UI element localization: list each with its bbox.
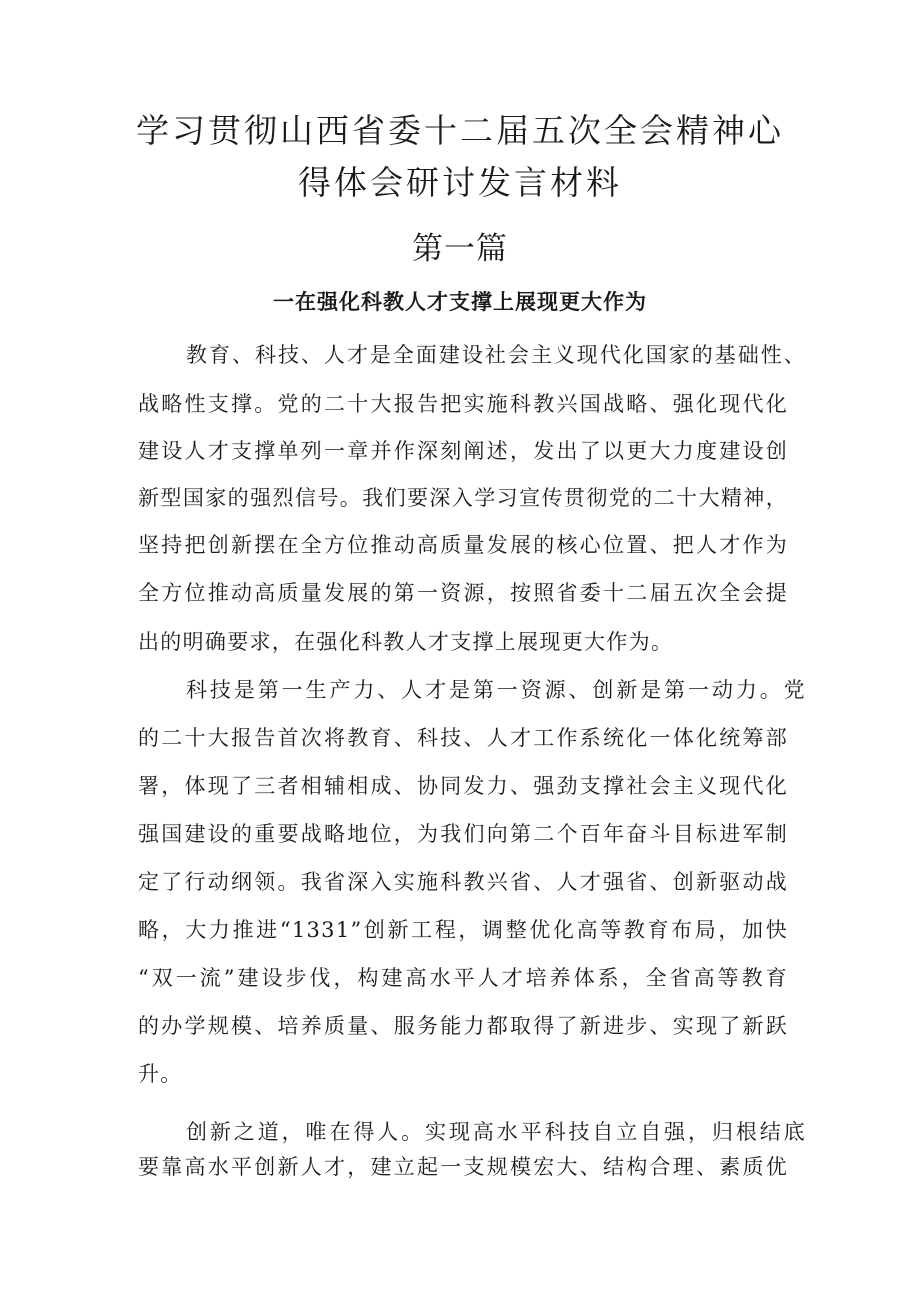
body-text-line: 坚持把创新摆在全方位推动高质量发展的核心位置、把人才作为 xyxy=(138,533,788,557)
document-title-line-2: 得体会研讨发言材料 xyxy=(298,163,622,202)
body-text-line: 要靠高水平创新人才，建立起一支规模宏大、结构合理、素质优 xyxy=(138,1155,788,1179)
body-text-line: 定了行动纲领。我省深入实施科教兴省、人才强省、创新驱动战 xyxy=(138,870,788,894)
body-text-line: “双一流”建设步伐，构建高水平人才培养体系，全省高等教育 xyxy=(138,966,788,990)
body-text-line: 创新之道，唯在得人。实现高水平科技自立自强，归根结底 xyxy=(186,1120,806,1144)
body-text-line: 教育、科技、人才是全面建设社会主义现代化国家的基础性、 xyxy=(186,343,806,367)
body-text-line: 强国建设的重要战略地位，为我们向第二个百年奋斗目标进军制 xyxy=(138,822,788,846)
body-text-line: 出的明确要求，在强化科教人才支撑上展现更大作为。 xyxy=(138,630,674,654)
body-text-line: 略，大力推进“1331”创新工程，调整优化高等教育布局，加快 xyxy=(138,918,788,942)
chapter-heading: 第一篇 xyxy=(412,231,508,267)
body-text-line: 升。 xyxy=(138,1062,183,1086)
document-title-line-1: 学习贯彻山西省委十二届五次全会精神心 xyxy=(136,111,784,150)
body-text-line: 的二十大报告首次将教育、科技、人才工作系统化一体化统筹部 xyxy=(138,726,788,750)
section-subtitle: 一在强化科教人才支撑上展现更大作为 xyxy=(273,290,647,314)
body-text-line: 全方位推动高质量发展的第一资源，按照省委十二届五次全会提 xyxy=(138,581,788,605)
body-text-line: 科技是第一生产力、人才是第一资源、创新是第一动力。党 xyxy=(186,678,806,702)
body-text-line: 的办学规模、培养质量、服务能力都取得了新进步、实现了新跃 xyxy=(138,1014,788,1038)
body-text-line: 战略性支撑。党的二十大报告把实施科教兴国战略、强化现代化 xyxy=(138,392,788,416)
body-text-line: 署，体现了三者相辅相成、协同发力、强劲支撑社会主义现代化 xyxy=(138,774,788,798)
body-text-line: 新型国家的强烈信号。我们要深入学习宣传贯彻党的二十大精神， xyxy=(138,486,788,510)
body-text-line: 建设人才支撑单列一章并作深刻阐述，发出了以更大力度建设创 xyxy=(138,439,788,463)
